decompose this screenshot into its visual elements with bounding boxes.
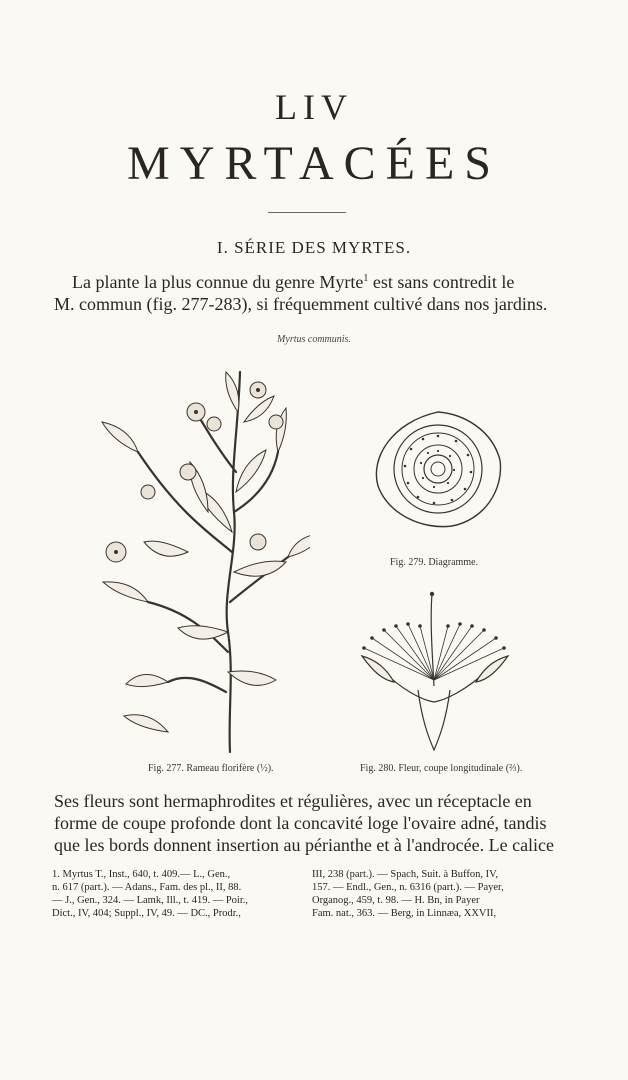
body-line-3: que les bords donnent insertion au périanthe et à l'androcée. Le calice xyxy=(54,835,555,855)
intro-line-1-suffix: est sans contredit le xyxy=(368,272,515,292)
fig-279-caption: Fig. 279. Diagramme. xyxy=(390,557,479,568)
footnote-line: III, 238 (part.). — Spach, Suit. à Buffon, IV, xyxy=(312,869,498,880)
fig-277-caption: Fig. 277. Rameau florifère (½). xyxy=(148,763,274,774)
footnote-line: 157. — Endl., Gen., n. 6316 (part.). — Payer, xyxy=(312,882,504,893)
footnote-line: Dict., IV, 404; Suppl., IV, 49. — DC., Prodr., xyxy=(52,908,241,919)
body-paragraph xyxy=(54,790,555,856)
footnote-line: Organog., 459, t. 98. — H. Bn, in Payer xyxy=(312,895,480,906)
flower-section-illustration xyxy=(352,590,520,756)
footnote-line: n. 617 (part.). — Adans., Fam. des pl., II, 88. xyxy=(52,882,242,893)
section-heading: I. SÉRIE DES MYRTES. xyxy=(216,238,412,257)
footnotes-right-column xyxy=(312,868,556,920)
body-line-2: forme de coupe profonde dont la concavité loge l'ovaire adné, tandis xyxy=(54,813,547,833)
floral-diagram-illustration xyxy=(372,410,504,528)
myrtle-branch-illustration xyxy=(88,352,310,756)
body-line-1: Ses fleurs sont hermaphrodites et régulières, avec un réceptacle en xyxy=(54,791,532,811)
intro-line-2: M. commun (fig. 277-283), si fréquemment cultivé dans nos jardins. xyxy=(54,294,548,314)
footnote-line: — J., Gen., 324. — Lamk, Ill., t. 419. — Poir., xyxy=(52,895,248,906)
intro-line-1 xyxy=(54,268,552,293)
chapter-title: MYRTACÉES xyxy=(127,137,501,190)
chapter-number: LIV xyxy=(275,87,353,127)
species-caption: Myrtus communis. xyxy=(277,334,351,345)
footnote-ref: 1 xyxy=(363,273,369,284)
intro-line-1-text: La plante la plus connue du genre Myrte xyxy=(72,272,364,292)
fig-280-caption: Fig. 280. Fleur, coupe longitudinale (⅔). xyxy=(360,763,523,774)
footnote-line: 1. Myrtus T., Inst., 640, t. 409.— L., Gen., xyxy=(52,869,231,880)
title-divider xyxy=(268,212,346,213)
footnote-line: Fam. nat., 363. — Berg, in Linnæa, XXVII, xyxy=(312,908,497,919)
footnotes-left-column xyxy=(52,868,296,920)
intro-paragraph xyxy=(54,268,552,315)
